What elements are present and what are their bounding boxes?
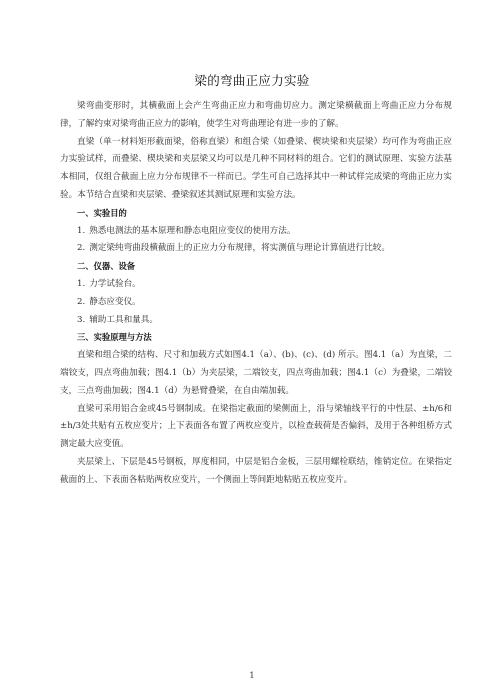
page-title: 梁的弯曲正应力实验 <box>194 73 310 88</box>
list-item-number: 3. <box>77 314 86 325</box>
list-item-text: 熟悉电测法的基本原理和静态电阻应变仪的使用方法。 <box>89 225 296 236</box>
list-item-text: 力学试验台。 <box>89 278 141 289</box>
section-heading-principle: 三、实验原理与方法 <box>77 332 152 343</box>
page-number: 1 <box>249 671 255 681</box>
intro-paragraph-2: 直梁（单一材料矩形截面梁，俗称直梁）和组合梁（如叠梁、楔块梁和夹层梁）均可作为弯曲正应力实验试样，而叠梁、楔块梁和夹层梁又均可以是几种不同材料的组合。它们的测试原理、实验方法基本相同，仅组合截面上应力分布规律不一样而已。学生可自己选择其中一种试样完成梁的弯曲正应力实验。本节结合直梁和夹层梁、叠梁叙述其测试原理和实验方法。 <box>60 136 452 200</box>
list-item <box>60 276 452 294</box>
list-item-number: 2. <box>77 243 86 254</box>
list-item-number: 1. <box>77 278 86 289</box>
document-body <box>60 98 452 490</box>
principle-paragraph-2: 直梁可采用铝合金或45号钢制成。在梁指定截面的梁侧面上，沿与梁轴线平行的中性层、±h/6和±h/3处共贴有五枚应变片；上下表面各布置了两枚应变片，以检查载荷是否偏斜，及用于各种组桥方式测定最大应变值。 <box>60 403 452 450</box>
list-item <box>60 294 452 312</box>
list-item-text: 辅助工具和量具。 <box>89 314 158 325</box>
list-item-text: 静态应变仪。 <box>89 296 141 307</box>
principle-paragraph-3: 夹层梁上、下层是45号钢板，厚度相同，中层是铝合金板，三层用螺栓联结，锥销定位。在梁指定截面的上、下表面各粘贴两枚应变片，一个侧面上等间距地粘贴五枚应变片。 <box>60 456 452 485</box>
list-item <box>60 240 452 258</box>
list-item-number: 2. <box>77 296 86 307</box>
principle-paragraph-1: 直梁和组合梁的结构、尺寸和加载方式如图4.1（a）、(b)、(c)、(d) 所示。图4.1（a）为直梁，二端铰支，四点弯曲加载；图4.1（b）为夹层梁，二端铰支，四点弯曲加载；图4.1（c）为叠梁，二端铰支，三点弯曲加载；图4.1（d）为悬臂叠梁，在自由端加载。 <box>60 350 452 396</box>
list-item-number: 1. <box>77 225 86 236</box>
intro-paragraph-1: 梁弯曲变形时，其横截面上会产生弯曲正应力和弯曲切应力。测定梁横截面上弯曲正应力分布规律，了解约束对梁弯曲正应力的影响，使学生对弯曲理论有进一步的了解。 <box>60 101 452 129</box>
list-item <box>60 223 452 241</box>
section-heading-equipment: 二、仪器、设备 <box>77 261 136 272</box>
section-heading-objectives: 一、实验目的 <box>77 207 127 218</box>
list-item <box>60 312 452 330</box>
list-item-text: 测定梁纯弯曲段横截面上的正应力分布规律，将实测值与理论计算值进行比较。 <box>89 243 390 254</box>
